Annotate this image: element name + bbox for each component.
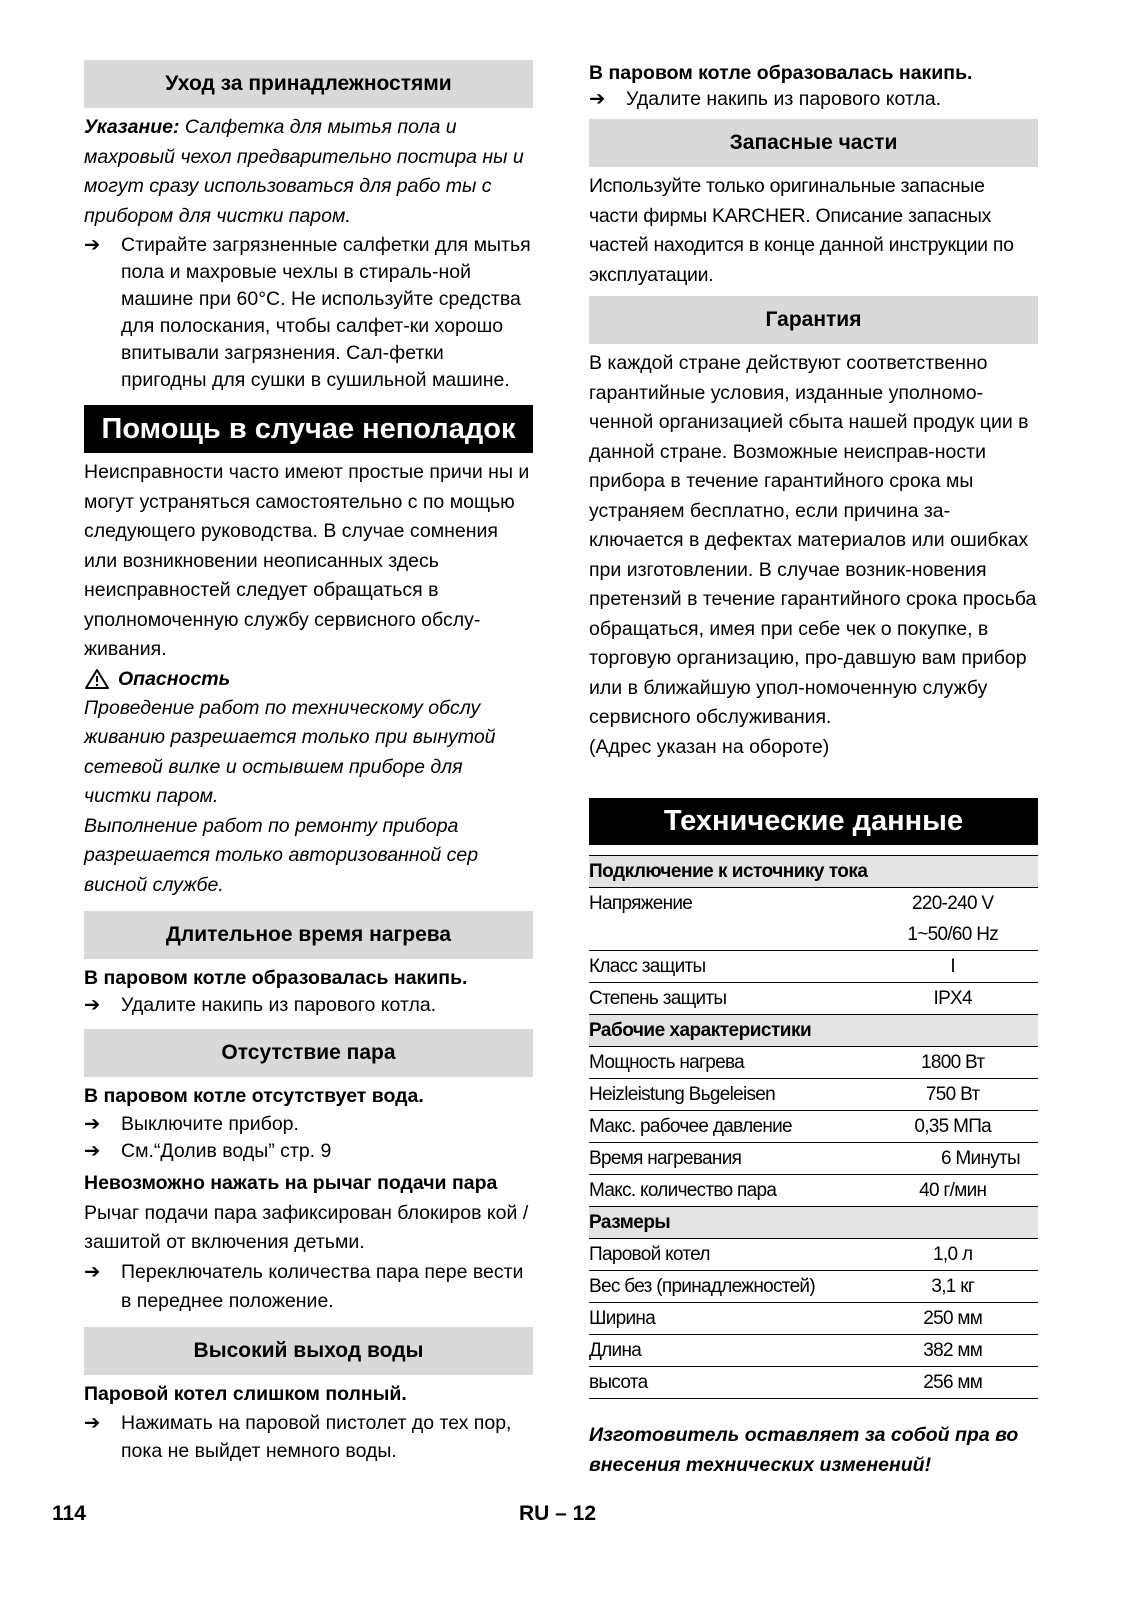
water-step-text: Нажимать на паровой пистолет до тех пор, пока не выйдет немного воды. bbox=[121, 1411, 512, 1462]
spec-label: Heizleistung Bьgeleisen bbox=[589, 1079, 867, 1111]
danger-text-1: Проведение работ по техническому обслу живанию разрешается только при вынутой сетевой вилке и остывшем приборе для чистки паром. bbox=[84, 696, 496, 807]
spec-value: 40 г/мин bbox=[867, 1175, 1038, 1207]
scale-cause: В паровом котле образовалась накипь. bbox=[589, 62, 973, 84]
spec-row bbox=[589, 1175, 1038, 1207]
page-number: 114 bbox=[52, 1502, 86, 1525]
spec-section-label: Размеры bbox=[589, 1207, 1038, 1239]
spec-label: Длина bbox=[589, 1335, 867, 1367]
water-step bbox=[84, 1409, 533, 1465]
care-step bbox=[84, 232, 533, 394]
arrow-right-icon: ➔ bbox=[84, 994, 101, 1016]
no-steam-cause: В паровом котле отсутствует вода. bbox=[84, 1085, 424, 1107]
disclaimer: Изготовитель оставляет за собой пра во внесения технических изменений! bbox=[589, 1424, 1019, 1476]
spec-label: Вес без (принадлежностей) bbox=[589, 1271, 867, 1303]
arrow-right-icon: ➔ bbox=[84, 1140, 101, 1162]
danger-label-row bbox=[84, 665, 533, 694]
spec-section-label: Подключение к источнику тока bbox=[589, 856, 1038, 888]
scale-step-text: Удалите накипь из парового котла. bbox=[626, 88, 942, 110]
spec-value: 750 Вт bbox=[867, 1079, 1038, 1111]
spec-row bbox=[589, 1303, 1038, 1335]
spec-label: Ширина bbox=[589, 1303, 867, 1335]
spec-label: Класс защиты bbox=[589, 951, 867, 983]
spec-row bbox=[589, 919, 1038, 951]
spec-section-power bbox=[589, 856, 1038, 888]
heating-cause: В паровом котле образовалась накипь. bbox=[84, 967, 468, 989]
spec-row bbox=[589, 983, 1038, 1015]
care-note bbox=[84, 113, 533, 231]
troubleshooting-intro: Неисправности часто имеют простые причи ны и могут устраняться самостоятельно с по мощью следующего руководства. В случае сомнения или возникновении неописанных здесь неисправностей следует обращаться в уполномоченную службу сервисного обслу-живания. bbox=[84, 461, 530, 660]
spec-row bbox=[589, 1143, 1038, 1175]
arrow-right-icon: ➔ bbox=[84, 1113, 101, 1135]
no-steam-step-2 bbox=[84, 1138, 533, 1165]
spec-section-label: Рабочие характеристики bbox=[589, 1015, 1038, 1047]
care-heading: Уход за принадлежностями bbox=[84, 60, 533, 108]
spec-label: Время нагревания bbox=[589, 1143, 867, 1175]
spec-row bbox=[589, 1367, 1038, 1399]
left-column bbox=[84, 60, 533, 1465]
spec-row bbox=[589, 1079, 1038, 1111]
tech-heading: Технические данные bbox=[589, 798, 1038, 845]
warning-triangle-icon bbox=[84, 668, 110, 690]
spec-label: Паровой котел bbox=[589, 1239, 867, 1271]
spec-value: 6 Минуты bbox=[867, 1143, 1038, 1175]
spec-label: Напряжение bbox=[589, 892, 693, 914]
water-heading: Высокий выход воды bbox=[84, 1327, 533, 1375]
scale-step bbox=[589, 86, 1038, 113]
danger-text-2: Выполнение работ по ремонту прибора разрешается только авторизованной сер висной службе. bbox=[84, 814, 479, 896]
spec-row bbox=[589, 1111, 1038, 1143]
spec-row bbox=[589, 1335, 1038, 1367]
care-step-text: Стирайте загрязненные салфетки для мытья пола и махровые чехлы в стираль-ной машине при 60°C. Не используйте средства для полоскания, чтобы салфет-ки хорошо впитывали загрязнения. Сал-фетки пригодны для сушки в сушильной машине. bbox=[121, 234, 531, 391]
arrow-right-icon: ➔ bbox=[84, 1260, 101, 1283]
troubleshooting-heading: Помощь в случае неполадок bbox=[84, 405, 533, 453]
spec-value: 1800 Вт bbox=[867, 1047, 1038, 1079]
heating-heading: Длительное время нагрева bbox=[84, 911, 533, 959]
no-steam-heading: Отсутствие пара bbox=[84, 1029, 533, 1077]
spec-section-dimensions bbox=[589, 1207, 1038, 1239]
spec-label: Степень защиты bbox=[589, 983, 867, 1015]
spec-label: Макс. рабочее давление bbox=[589, 1111, 867, 1143]
spec-value: 1,0 л bbox=[867, 1239, 1038, 1271]
parts-text: Используйте только оригинальные запасные части фирмы KARCHER. Описание запасных частей находится в конце данной инструкции по эксплуатации. bbox=[589, 175, 1014, 286]
no-steam-cause-2: Невозможно нажать на рычаг подачи пара bbox=[84, 1172, 498, 1194]
no-steam-step-1-text: Выключите прибор. bbox=[121, 1113, 299, 1135]
spec-value: 0,35 МПа bbox=[867, 1111, 1038, 1143]
parts-heading: Запасные части bbox=[589, 119, 1038, 167]
water-cause: Паровой котел слишком полный. bbox=[84, 1382, 407, 1405]
spec-row bbox=[589, 1239, 1038, 1271]
note-label: Указание: bbox=[84, 116, 180, 138]
no-steam-step-2-text: См.“Долив воды” стр. 9 bbox=[121, 1140, 332, 1162]
spec-value: 382 мм bbox=[867, 1335, 1038, 1367]
spec-value: IPX4 bbox=[867, 983, 1038, 1015]
spec-value: 250 мм bbox=[867, 1303, 1038, 1335]
no-steam-text: Рычаг подачи пара зафиксирован блокиров кой / зашитой от включения детьми. bbox=[84, 1201, 529, 1253]
spec-label: высота bbox=[589, 1367, 867, 1399]
no-steam-step-3-text: Переключатель количества пара пере вести в переднее положение. bbox=[121, 1260, 524, 1312]
spec-row bbox=[589, 951, 1038, 983]
arrow-right-icon: ➔ bbox=[84, 234, 101, 256]
spec-value: 256 мм bbox=[867, 1367, 1038, 1399]
arrow-right-icon: ➔ bbox=[84, 1411, 101, 1434]
spec-row bbox=[589, 1271, 1038, 1303]
spec-label: Макс. количество пара bbox=[589, 1175, 867, 1207]
right-column bbox=[589, 60, 1038, 1480]
heating-step bbox=[84, 992, 533, 1019]
spec-value: I bbox=[867, 951, 1038, 983]
warranty-text: В каждой стране действуют соответственно гарантийные условия, изданные уполномо-ченной организацией сбыта нашей продук ции в данной стране. Возможные неисправ-ности прибора в течение гарантийного срока мы устраняем бесплатно, если причина за-ключается в дефектах материалов или ошибках при изготовлении. В случае возник-новения претензий в течение гарантийного срока просьба обращаться, имея при себе чек о покупке, в торговую организацию, про-давшую вам прибор или в ближайшую упол-номоченную службу сервисного обслуживания. bbox=[589, 352, 1037, 728]
spec-value: 1~50/60 Hz bbox=[867, 919, 1038, 951]
spec-value: 220-240 V bbox=[912, 892, 994, 914]
spec-table bbox=[589, 855, 1038, 1399]
section-page-number: RU – 12 bbox=[519, 1502, 597, 1525]
warranty-address: (Адрес указан на обороте) bbox=[589, 735, 830, 758]
spec-section-performance bbox=[589, 1015, 1038, 1047]
spec-row bbox=[589, 1047, 1038, 1079]
no-steam-step-1 bbox=[84, 1111, 533, 1138]
arrow-right-icon: ➔ bbox=[589, 88, 606, 110]
note-text: Салфетка для мытья пола и махровый чехол предварительно постира ны и могут сразу использоваться для рабо ты с прибором для чистки паром. bbox=[84, 116, 524, 227]
warranty-heading: Гарантия bbox=[589, 296, 1038, 344]
heating-step-text: Удалите накипь из парового котла. bbox=[121, 994, 437, 1016]
spec-row bbox=[589, 888, 1038, 920]
danger-label: Опасность bbox=[118, 667, 231, 690]
spec-label: Мощность нагрева bbox=[589, 1047, 867, 1079]
no-steam-step-3 bbox=[84, 1258, 533, 1316]
spec-value: 3,1 кг bbox=[867, 1271, 1038, 1303]
